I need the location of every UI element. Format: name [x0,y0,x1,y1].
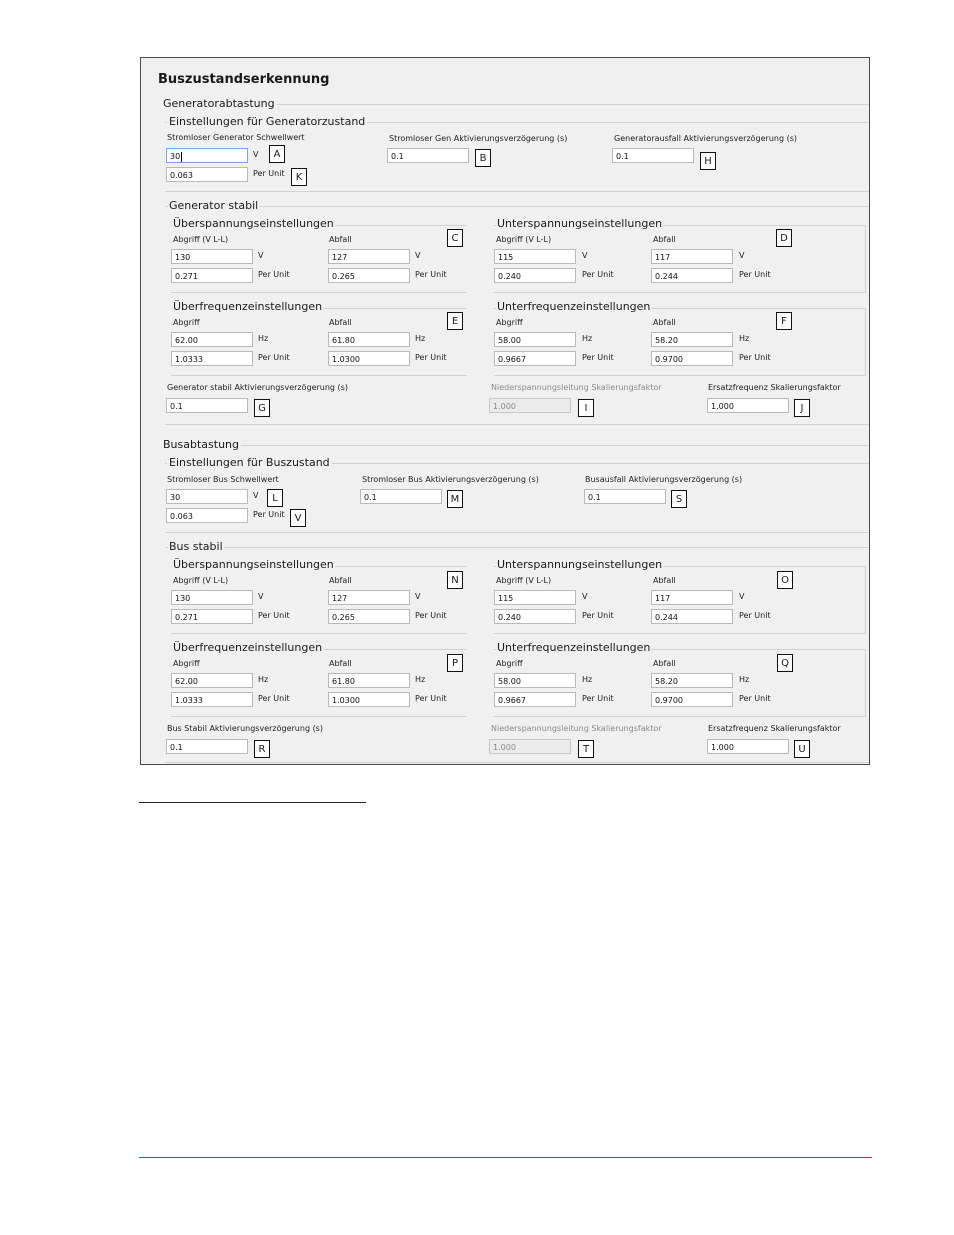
gen-stable-delay-input[interactable]: 0.1 [166,398,248,413]
unit-per-unit: Per Unit [415,353,447,362]
gen-ov-bottom [171,292,467,293]
unit-per-unit: Per Unit [739,611,771,620]
gen-altfreq-scaling-label: Ersatzfrequenz Skalierungsfaktor [708,383,841,392]
unit-hertz: Hz [739,675,750,684]
bus-lv-scaling-label: Niederspannungsleitung Skalierungsfaktor [491,724,662,733]
gen-uv-title: Unterspannungseinstellungen [497,217,663,230]
bus-uf-pickup-hz-input[interactable]: 58.00 [494,673,576,688]
callout-n: N [447,571,463,589]
bus-uv-dropout-label: Abfall [653,576,676,585]
unit-hertz: Hz [582,675,593,684]
bus-of-dropout-label: Abfall [329,659,352,668]
gen-of-dropout-label: Abfall [329,318,352,327]
unit-volts: V [739,251,745,260]
callout-e: E [447,312,463,330]
bus-of-dropout-hz-input[interactable]: 61.80 [328,673,410,688]
gen-uf-right [865,308,866,376]
deadgen-threshold-volts-input[interactable] [166,148,248,163]
callout-k: K [291,168,307,186]
bus-ov-bottom [171,633,467,634]
unit-hertz: Hz [258,675,269,684]
bus-ov-dropout-volts-input[interactable]: 127 [328,590,410,605]
deadgen-threshold-volts-value: 30 [170,152,181,161]
gen-uf-bottom [494,375,866,376]
unit-volts: V [258,251,264,260]
callout-d: D [776,229,792,247]
callout-c: C [447,229,463,247]
unit-per-unit: Per Unit [258,611,290,620]
bus-stable-divider [165,547,869,548]
unit-hertz: Hz [415,334,426,343]
unit-per-unit: Per Unit [415,611,447,620]
unit-hertz: Hz [258,334,269,343]
bus-uf-pickup-label: Abgriff [496,659,523,668]
bus-uf-dropout-hz-input[interactable]: 58.20 [651,673,733,688]
callout-q: Q [777,654,793,672]
gen-ov-pickup-pu-input[interactable]: 0.271 [171,268,253,283]
deadbus-threshold-volts-input[interactable]: 30 [166,489,248,504]
gen-ov-title: Überspannungseinstellungen [173,217,334,230]
unit-per-unit: Per Unit [582,270,614,279]
panel-title: Buszustandserkennung [158,72,330,87]
callout-a: A [269,145,285,163]
bus-ov-pickup-pu-input[interactable]: 0.271 [171,609,253,624]
gen-uv-dropout-volts-input[interactable]: 117 [651,249,733,264]
gen-uf-pickup-pu-input[interactable]: 0.9667 [494,351,576,366]
unit-per-unit: Per Unit [258,270,290,279]
deadbus-threshold-label: Stromloser Bus Schwellwert [167,475,279,484]
bus-uv-dropout-volts-input[interactable]: 117 [651,590,733,605]
generator-stable-title: Generator stabil [169,199,259,212]
unit-volts: V [415,251,421,260]
deadbus-threshold-pu-input[interactable]: 0.063 [166,508,248,523]
callout-u: U [794,740,810,758]
bus-of-pickup-hz-input[interactable]: 62.00 [171,673,253,688]
bus-altfreq-scaling-label: Ersatzfrequenz Skalierungsfaktor [708,724,841,733]
bus-ov-title: Überspannungseinstellungen [173,558,334,571]
screenshot-panel [140,57,870,765]
busfail-delay-label: Busausfall Aktivierungsverzögerung (s) [585,475,743,484]
bus-uv-pickup-label: Abgriff (V L-L) [496,576,552,585]
gen-of-dropout-hz-input[interactable]: 61.80 [328,332,410,347]
genfail-delay-label: Generatorausfall Aktivierungsverzögerung (s) [614,134,797,143]
gen-ov-pickup-label: Abgriff (V L-L) [173,235,229,244]
deadgen-delay-label: Stromloser Gen Aktivierungsverzögerung (s) [389,134,568,143]
bus-stable-delay-label: Bus Stabil Aktivierungsverzögerung (s) [167,724,323,733]
bus-section-divider [161,445,869,446]
unit-per-unit: Per Unit [582,353,614,362]
generator-section-title: Generatorabtastung [163,97,275,110]
gen-of-pickup-pu-input[interactable]: 1.0333 [171,351,253,366]
unit-volts: V [739,592,745,601]
bus-ov-dropout-pu-input[interactable]: 0.265 [328,609,410,624]
bus-uv-bottom [494,633,866,634]
callout-j: J [794,399,810,417]
gen-uv-dropout-pu-input[interactable]: 0.244 [651,268,733,283]
bus-uv-dropout-pu-input[interactable]: 0.244 [651,609,733,624]
bus-uf-right [865,649,866,717]
genfail-delay-input[interactable]: 0.1 [612,148,694,163]
unit-per-unit: Per Unit [253,169,285,178]
callout-o: O [777,571,793,589]
busfail-delay-input[interactable]: 0.1 [584,489,666,504]
bus-uv-pickup-volts-input[interactable]: 115 [494,590,576,605]
generator-state-bottom-line [165,191,869,192]
unit-volts: V [253,150,259,159]
unit-hertz: Hz [582,334,593,343]
footer-rule [139,1157,872,1158]
gen-uf-dropout-label: Abfall [653,318,676,327]
gen-uf-pickup-hz-input[interactable]: 58.00 [494,332,576,347]
bus-of-pickup-label: Abgriff [173,659,200,668]
callout-m: M [447,490,463,508]
bus-uv-pickup-pu-input[interactable]: 0.240 [494,609,576,624]
text-caret [181,152,182,162]
bus-ov-pickup-label: Abgriff (V L-L) [173,576,229,585]
callout-v: V [290,509,306,527]
callout-h: H [700,152,716,170]
gen-uf-title: Unterfrequenzeinstellungen [497,300,651,313]
gen-uf-dropout-pu-input[interactable]: 0.9700 [651,351,733,366]
gen-altfreq-scaling-input[interactable]: 1.000 [707,398,789,413]
unit-per-unit: Per Unit [582,694,614,703]
bus-uv-right [865,566,866,634]
unit-per-unit: Per Unit [415,270,447,279]
bus-of-bottom [171,716,467,717]
bus-of-dropout-pu-input[interactable]: 1.0300 [328,692,410,707]
callout-i: I [578,399,594,417]
gen-lv-scaling-label: Niederspannungsleitung Skalierungsfaktor [491,383,662,392]
generator-state-title: Einstellungen für Generatorzustand [169,115,366,128]
bus-state-title: Einstellungen für Buszustand [169,456,330,469]
gen-uv-pickup-volts-input[interactable]: 115 [494,249,576,264]
bus-of-title: Überfrequenzeinstellungen [173,641,323,654]
bus-ov-dropout-label: Abfall [329,576,352,585]
bus-uf-pickup-pu-input[interactable]: 0.9667 [494,692,576,707]
callout-l: L [267,489,283,507]
callout-g: G [254,399,270,417]
bus-uv-title: Unterspannungseinstellungen [497,558,663,571]
callout-f: F [776,312,792,330]
gen-of-pickup-label: Abgriff [173,318,200,327]
unit-volts: V [253,491,259,500]
unit-per-unit: Per Unit [739,694,771,703]
gen-uv-pickup-label: Abgriff (V L-L) [496,235,552,244]
deadbus-delay-label: Stromloser Bus Aktivierungsverzögerung (s) [362,475,539,484]
callout-b: B [475,149,491,167]
bus-uf-dropout-pu-input[interactable]: 0.9700 [651,692,733,707]
bus-altfreq-scaling-input[interactable]: 1.000 [707,739,789,754]
gen-lv-scaling-input[interactable]: 1.000 [489,398,571,413]
gen-ov-dropout-volts-input[interactable]: 127 [328,249,410,264]
footnote-rule [139,802,366,803]
unit-volts: V [258,592,264,601]
callout-p: P [447,654,463,672]
deadgen-delay-input[interactable]: 0.1 [387,148,469,163]
unit-volts: V [582,592,588,601]
gen-of-dropout-pu-input[interactable]: 1.0300 [328,351,410,366]
bus-stable-title: Bus stabil [169,540,223,553]
generator-stable-divider [165,206,869,207]
gen-of-title: Überfrequenzeinstellungen [173,300,323,313]
unit-per-unit: Per Unit [739,353,771,362]
gen-uv-right [865,225,866,293]
bus-uf-bottom [494,716,866,717]
gen-uv-bottom [494,292,866,293]
bus-stable-delay-input[interactable]: 0.1 [166,739,248,754]
gen-of-pickup-hz-input[interactable]: 62.00 [171,332,253,347]
bus-ov-pickup-volts-input[interactable]: 130 [171,590,253,605]
gen-ov-dropout-label: Abfall [329,235,352,244]
generator-stable-bottom [165,424,869,425]
unit-hertz: Hz [739,334,750,343]
callout-t: T [578,740,594,758]
bus-uf-title: Unterfrequenzeinstellungen [497,641,651,654]
bus-of-pickup-pu-input[interactable]: 1.0333 [171,692,253,707]
gen-of-bottom [171,375,467,376]
bus-section-title: Busabtastung [163,438,239,451]
unit-per-unit: Per Unit [258,353,290,362]
unit-per-unit: Per Unit [582,611,614,620]
unit-volts: V [582,251,588,260]
gen-uv-pickup-pu-input[interactable]: 0.240 [494,268,576,283]
deadbus-delay-input[interactable]: 0.1 [360,489,442,504]
gen-ov-pickup-volts-input[interactable]: 130 [171,249,253,264]
gen-stable-delay-label: Generator stabil Aktivierungsverzögerung (s) [167,383,348,392]
deadgen-threshold-pu-input[interactable]: 0.063 [166,167,248,182]
unit-per-unit: Per Unit [739,270,771,279]
bus-uf-dropout-label: Abfall [653,659,676,668]
unit-per-unit: Per Unit [258,694,290,703]
gen-ov-dropout-pu-input[interactable]: 0.265 [328,268,410,283]
bus-stable-bottom [165,762,869,763]
bus-state-bottom-line [165,532,869,533]
gen-uv-dropout-label: Abfall [653,235,676,244]
unit-per-unit: Per Unit [415,694,447,703]
callout-s: S [671,490,687,508]
unit-hertz: Hz [415,675,426,684]
unit-per-unit: Per Unit [253,510,285,519]
bus-lv-scaling-input[interactable]: 1.000 [489,739,571,754]
gen-uf-dropout-hz-input[interactable]: 58.20 [651,332,733,347]
gen-uf-pickup-label: Abgriff [496,318,523,327]
deadgen-threshold-label: Stromloser Generator Schwellwert [167,133,305,142]
callout-r: R [254,740,270,758]
unit-volts: V [415,592,421,601]
